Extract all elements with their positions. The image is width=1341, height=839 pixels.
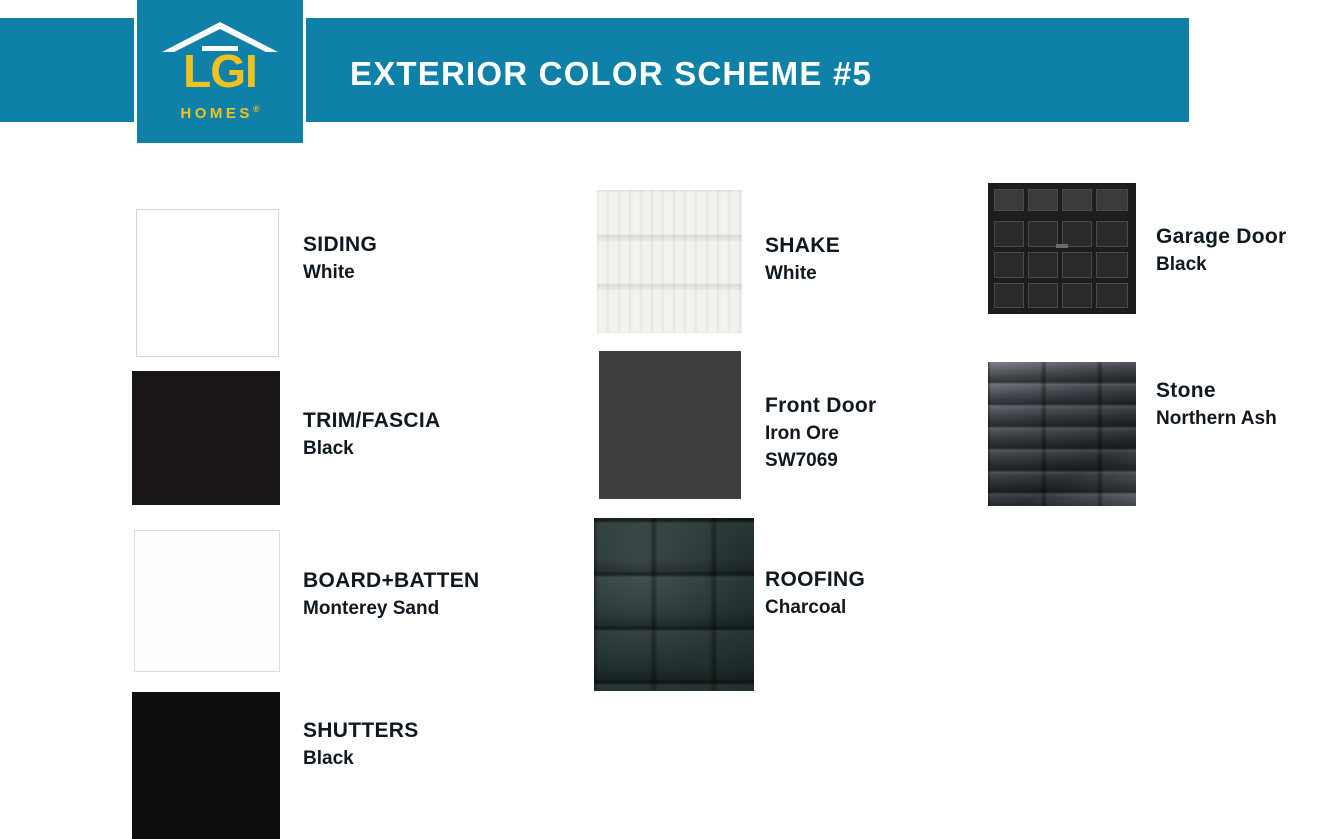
swatch-name: ROOFING bbox=[765, 568, 866, 591]
swatch-item-board-batten bbox=[134, 530, 634, 672]
garage-panel-7 bbox=[1062, 252, 1092, 278]
swatch-color-roofing bbox=[594, 518, 754, 691]
garage-handle bbox=[1056, 244, 1068, 248]
swatch-color-stone bbox=[988, 362, 1136, 506]
swatch-item-shake bbox=[597, 190, 1047, 333]
logo-letters: LGI bbox=[183, 45, 257, 97]
swatch-color-shake bbox=[597, 190, 742, 333]
swatch-label-front-door bbox=[765, 392, 876, 474]
swatch-detail: Iron Ore bbox=[765, 423, 839, 444]
swatch-item-trim-fascia bbox=[132, 371, 632, 505]
swatch-name: Stone bbox=[1156, 379, 1216, 402]
swatch-label-shake bbox=[765, 232, 840, 287]
swatch-color-front-door bbox=[599, 351, 741, 499]
garage-window-4 bbox=[1096, 189, 1128, 211]
swatch-color-garage-door bbox=[988, 183, 1136, 314]
swatch-label-shutters bbox=[303, 717, 419, 772]
garage-window-3 bbox=[1062, 189, 1092, 211]
swatch-name: Front Door bbox=[765, 394, 877, 417]
swatch-color-trim-fascia bbox=[132, 371, 280, 505]
garage-panel-6 bbox=[1028, 252, 1058, 278]
swatch-label-roofing bbox=[765, 566, 865, 621]
swatch-name: SHAKE bbox=[765, 234, 841, 257]
swatch-item-roofing bbox=[594, 518, 1044, 691]
lgi-homes-logo bbox=[134, 0, 306, 143]
page-title: EXTERIOR COLOR SCHEME #5 bbox=[350, 55, 873, 92]
garage-panel-10 bbox=[1028, 283, 1058, 308]
swatch-label-siding bbox=[303, 231, 377, 286]
garage-panel-1 bbox=[994, 221, 1024, 247]
garage-panel-12 bbox=[1096, 283, 1128, 308]
swatch-name: BOARD+BATTEN bbox=[303, 569, 480, 592]
swatch-name: SIDING bbox=[303, 233, 378, 256]
swatch-detail: Monterey Sand bbox=[303, 598, 440, 619]
swatch-detail: White bbox=[765, 263, 817, 284]
garage-panel-2 bbox=[1028, 221, 1058, 247]
swatch-detail-secondary: SW7069 bbox=[765, 450, 838, 471]
swatch-name: TRIM/FASCIA bbox=[303, 409, 441, 432]
garage-panel-5 bbox=[994, 252, 1024, 278]
swatch-label-stone bbox=[1156, 377, 1277, 432]
swatch-item-front-door bbox=[599, 351, 1049, 499]
swatch-color-shutters bbox=[132, 692, 280, 839]
swatch-detail: White bbox=[303, 262, 355, 283]
registered-mark: ® bbox=[252, 104, 260, 114]
swatch-color-siding bbox=[136, 209, 279, 357]
logo-subtitle bbox=[137, 104, 303, 122]
swatch-label-trim-fascia bbox=[303, 407, 440, 462]
garage-window-2 bbox=[1028, 189, 1058, 211]
swatch-detail: Black bbox=[303, 438, 354, 459]
swatch-item-stone bbox=[988, 362, 1341, 506]
swatch-item-shutters bbox=[132, 692, 632, 839]
garage-panel-9 bbox=[994, 283, 1024, 308]
garage-panel-8 bbox=[1096, 252, 1128, 278]
swatch-label-garage-door bbox=[1156, 223, 1287, 278]
logo-subtitle-text: HOMES bbox=[180, 105, 253, 122]
swatch-detail: Charcoal bbox=[765, 597, 847, 618]
swatch-item-garage-door bbox=[988, 183, 1341, 314]
garage-panel-11 bbox=[1062, 283, 1092, 308]
swatch-name: SHUTTERS bbox=[303, 719, 419, 742]
garage-panel-4 bbox=[1096, 221, 1128, 247]
swatch-item-siding bbox=[136, 209, 636, 357]
swatch-detail: Northern Ash bbox=[1156, 408, 1277, 429]
garage-window-1 bbox=[994, 189, 1024, 211]
swatch-detail: Black bbox=[1156, 254, 1207, 275]
swatch-color-board-batten bbox=[134, 530, 280, 672]
swatch-name: Garage Door bbox=[1156, 225, 1287, 248]
swatch-detail: Black bbox=[303, 748, 354, 769]
swatch-label-board-batten bbox=[303, 567, 479, 622]
